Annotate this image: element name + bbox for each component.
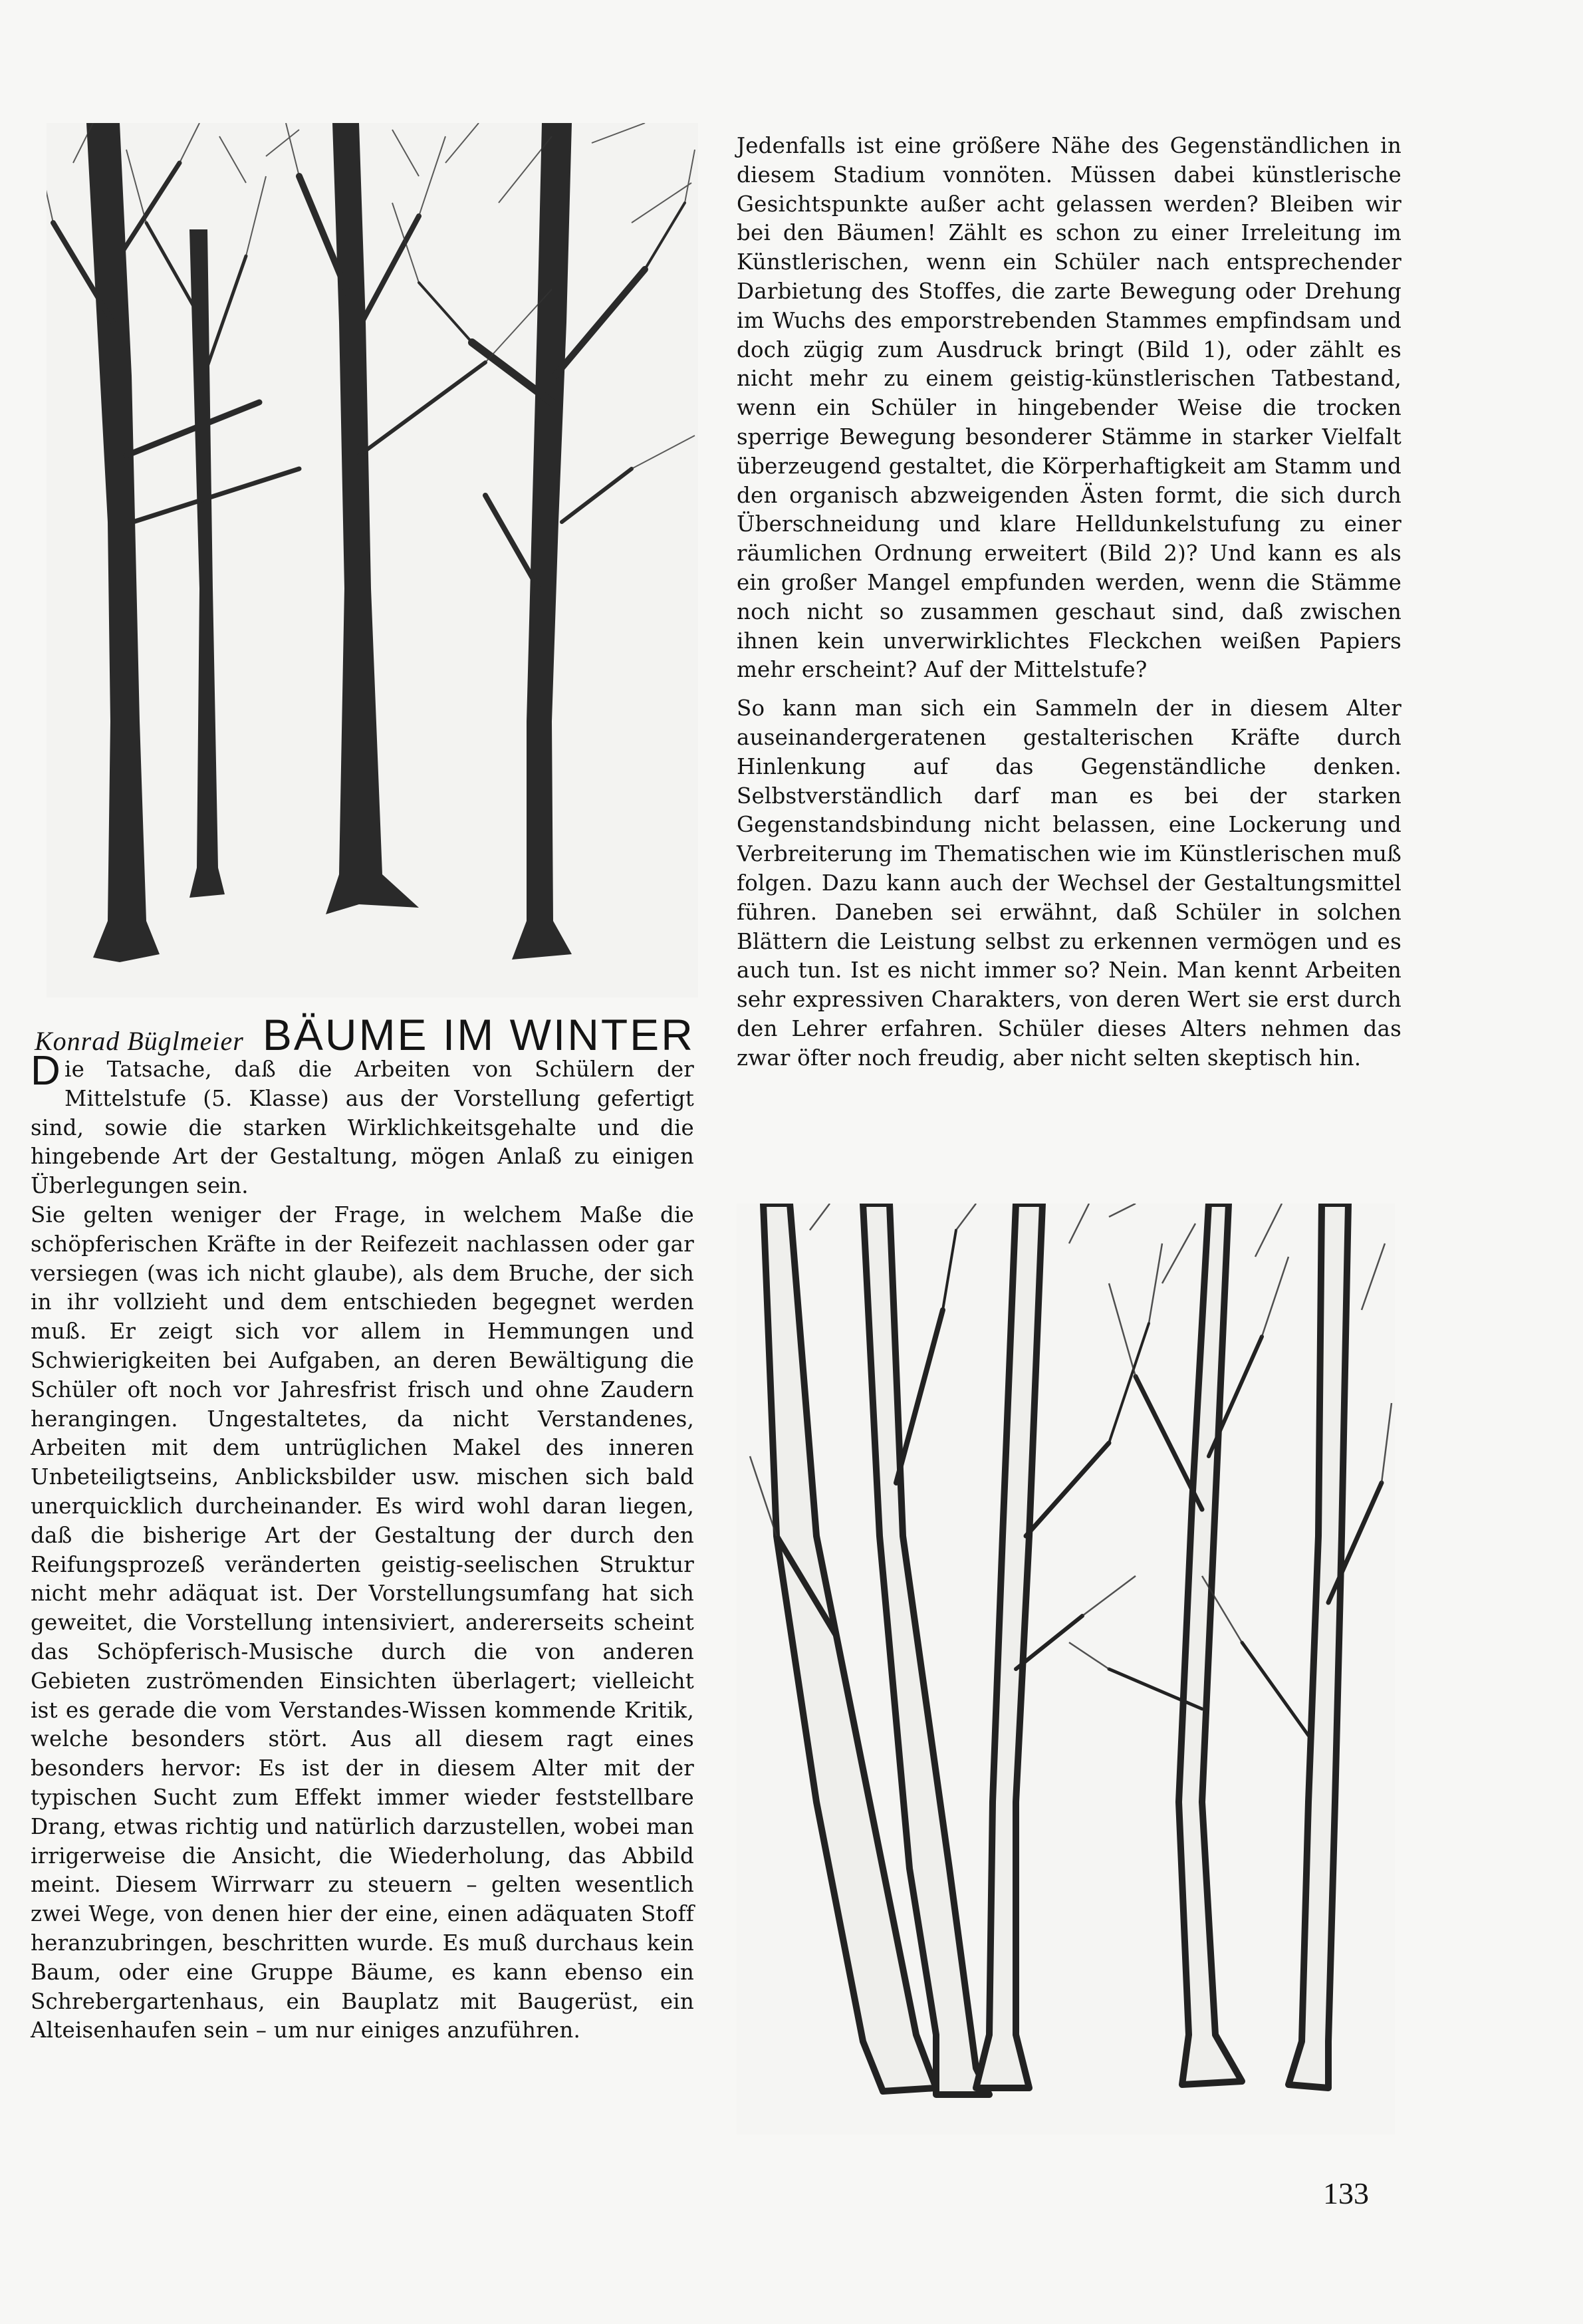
- right-paragraph-2: So kann man sich ein Sammeln der in diesem Alter auseinandergeratenen gestalterischen Kräfte durch Hinlenkung auf das Gegenständliche denken. Selbstverständlich darf man es bei der starken Gegenstandsbindung nicht belassen, eine Lockerung und Verbreiterung im Thematischen wie im Künstlerischen muß folgen. Dazu kann auch der Wechsel der Gestaltungsmittel führen. Daneben sei erwähnt, daß Schüler in solchen Blättern die Leistung selbst zu erkennen vermögen und es auch tun. Ist es nicht immer so? Nein. Man kennt Arbeiten sehr expressiven Charakters, von deren Wert sie erst durch den Lehrer erfahren. Schüler dieses Alters nehmen das zwar öfter noch freudig, aber nicht selten skeptisch hin.: [737, 696, 1401, 1071]
- drop-cap: D: [31, 1048, 61, 1094]
- author-name: Konrad Büglmeier: [35, 1026, 244, 1056]
- lead-text: ie Tatsache, daß die Arbeiten von Schülern der Mittelstufe (5. Klasse) aus der Vorstellung gefertigt sind, sowie die starken Wirklichkeitsgehalte und die hingebende Art der Gestaltung, mögen Anlaß zu einigen Überlegungen sein.: [31, 1057, 694, 1199]
- left-paragraph-2: Sie gelten weniger der Frage, in welchem Maße die schöpferischen Kräfte in der Reifezeit nachlassen oder gar versiegen (was ich nicht glaube), als dem Bruche, der sich in ihr vollzieht und dem entschieden begegnet werden muß. Er zeigt sich vor allem in Hemmungen und Schwierigkeiten bei Aufgaben, an deren Bewältigung die Schüler oft noch vor Jahresfrist frisch und ohne Zaudern herangingen. Ungestaltetes, da nicht Verstandenes, Arbeiten mit dem untrüglichen Makel des inneren Unbeteiligtseins, Anblicksbilder usw. mischen sich bald unerquicklich durcheinander. Es wird wohl daran liegen, daß die bisherige Art der Gestaltung der durch den Reifungsprozeß veränderten geistig-seelischen Struktur nicht mehr adäquat ist. Der Vorstellungsumfang hat sich geweitet, die Vorstellung intensiviert, andererseits scheint das Schöpferisch-Musische durch die von anderen Gebieten zuströmenden Einsichten überlagert; vielleicht ist es gerade die vom Verstandes-Wissen kommende Kritik, welche besonders stört. Aus all diesem ragt eines besonders hervor: Es ist der in diesem Alter mit der typischen Sucht zum Effekt immer wieder feststellbare Drang, etwas richtig und natürlich darzustellen, wobei man irrigerweise die Ansicht, die Wiederholung, das Abbild meint. Diesem Wirrwarr zu steuern – gelten wesentlich zwei Wege, von denen hier der eine, einen adäquaten Stoff heranzubringen, beschritten wurde. Es muß durchaus kein Baum, oder eine Gruppe Bäume, es kann ebenso ein Schrebergartenhaus, ein Bauplatz mit Baugerüst, ein Alteisenhaufen sein – um nur einiges anzuführen.: [31, 1202, 694, 2043]
- winter-trees-drawing-2-icon: [737, 1204, 1395, 2134]
- left-column-text: [31, 1048, 694, 2045]
- lead-paragraph: [31, 1048, 694, 1201]
- winter-trees-drawing-1-icon: [47, 123, 698, 997]
- right-paragraph-1: Jedenfalls ist eine größere Nähe des Gegenständlichen in diesem Stadium vonnöten. Müssen dabei künstlerische Gesichtspunkte außer acht gelassen werden? Bleiben wir bei den Bäumen! Zählt es schon zu einer Irreleitung im Künstlerischen, wenn ein Schüler nach entsprechender Darbietung des Stoffes, die zarte Bewegung oder Drehung im Wuchs des emporstrebenden Stammes empfindsam und doch zügig zum Ausdruck bringt (Bild 1), oder zählt es nicht mehr zu einem geistig-künstlerischen Tatbestand, wenn ein Schüler in hingebender Weise die trocken sperrige Bewegung besonderer Stämme in starker Vielfalt überzeugend gestaltet, die Körperhaftigkeit am Stamm und den organisch abzweigenden Ästen formt, die sich durch Überschneidung und klare Helldunkelstufung zu einer räumlichen Ordnung erweitert (Bild 2)? Und kann es als ein großer Mangel empfunden werden, wenn die Stämme noch nicht so zusammen geschaut sind, daß zwischen ihnen kein unverwirklichtes Fleckchen weißen Papiers mehr erscheint? Auf der Mittelstufe?: [737, 133, 1401, 683]
- byline: [35, 1009, 706, 1060]
- page-number: 133: [1323, 2176, 1369, 2210]
- article-title: BÄUME IM WINTER: [262, 1010, 695, 1059]
- right-column-text: [737, 132, 1401, 1073]
